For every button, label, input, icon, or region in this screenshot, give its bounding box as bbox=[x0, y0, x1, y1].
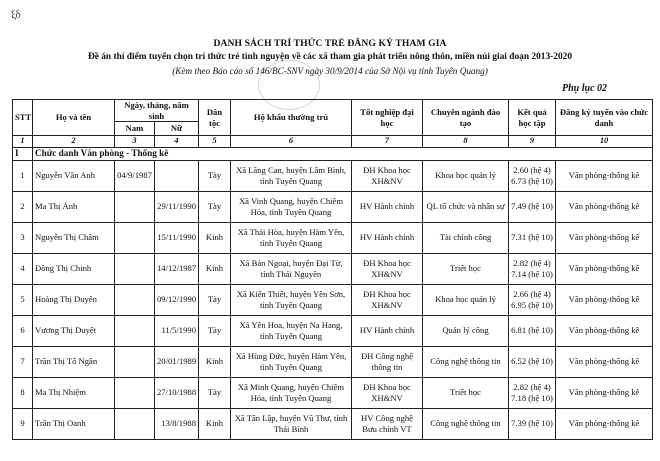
cell-dob-female: 09/12/1990 bbox=[155, 284, 199, 315]
cell-dob-male bbox=[115, 408, 155, 439]
cell-name: Nguyễn Thị Châm bbox=[33, 222, 115, 253]
table-row bbox=[13, 315, 653, 346]
cell-dob-male: 04/9/1987 bbox=[115, 160, 155, 191]
index-cell: 3 bbox=[115, 136, 155, 148]
cell-name: Ma Thị Ánh bbox=[33, 191, 115, 222]
table-row bbox=[13, 346, 653, 377]
cell-major: Tài chính công bbox=[423, 222, 509, 253]
cell-major: Quản lý công bbox=[423, 315, 509, 346]
cell-major: Khoa học quản lý bbox=[423, 160, 509, 191]
cell-residence: Xã Tân Lập, huyện Vũ Thư, tỉnh Thái Bình bbox=[231, 408, 352, 439]
index-cell: 4 bbox=[155, 136, 199, 148]
cell-result: 6.52 (hệ 10) bbox=[509, 346, 556, 377]
table-row bbox=[13, 284, 653, 315]
cell-result: 7.39 (hệ 10) bbox=[509, 408, 556, 439]
cell-residence: Xã Vinh Quang, huyện Chiêm Hóa, tỉnh Tuyên Quang bbox=[231, 191, 352, 222]
table-row bbox=[13, 377, 653, 408]
cell-position: Văn phòng-thống kê bbox=[556, 408, 653, 439]
cell-name: Trần Thị Tố Ngân bbox=[33, 346, 115, 377]
cell-ethnicity: Tày bbox=[199, 284, 231, 315]
cell-major: QL tổ chức và nhân sự bbox=[423, 191, 509, 222]
cell-residence: Xã Minh Quang, huyện Chiêm Hóa, tỉnh Tuyên Quang bbox=[231, 377, 352, 408]
header-name: Họ và tên bbox=[33, 100, 115, 136]
cell-stt: 1 bbox=[13, 160, 33, 191]
cell-ethnicity: Kinh bbox=[199, 222, 231, 253]
document-title: DANH SÁCH TRÍ THỨC TRẺ ĐĂNG KÝ THAM GIA bbox=[213, 38, 447, 49]
cell-dob-female: 11/5/1990 bbox=[155, 315, 199, 346]
cell-stt: 5 bbox=[13, 284, 33, 315]
cell-residence: Xã Lăng Can, huyện Lâm Bình, tỉnh Tuyên Quang bbox=[231, 160, 352, 191]
cell-ethnicity: Kinh bbox=[199, 346, 231, 377]
cell-result: 2.82 (hệ 4) 7.18 (hệ 10) bbox=[509, 377, 556, 408]
cell-university: HV Hành chính bbox=[352, 222, 423, 253]
cell-residence: Xã Yên Hoa, huyện Na Hang, tỉnh Tuyên Quang bbox=[231, 315, 352, 346]
index-cell: 6 bbox=[231, 136, 352, 148]
section-label: Chức danh Văn phòng - Thống kê bbox=[33, 147, 653, 160]
cell-university: ĐH Công nghệ thông tin bbox=[352, 346, 423, 377]
cell-dob-male bbox=[115, 191, 155, 222]
cell-ethnicity: Tày bbox=[199, 160, 231, 191]
cell-dob-female: 29/11/1990 bbox=[155, 191, 199, 222]
cell-major: Khoa học quản lý bbox=[423, 284, 509, 315]
cell-name: Nguyễn Văn Anh bbox=[33, 160, 115, 191]
cell-residence: Xã Hùng Đức, huyện Hàm Yên, tỉnh Tuyên Quang bbox=[231, 346, 352, 377]
header-result: Kết quả học tập bbox=[509, 100, 556, 136]
candidate-table bbox=[12, 99, 653, 440]
cell-dob-female: 13/8/1988 bbox=[155, 408, 199, 439]
index-cell: 10 bbox=[556, 136, 653, 148]
cell-stt: 3 bbox=[13, 222, 33, 253]
cell-major: Công nghệ thông tin bbox=[423, 346, 509, 377]
cell-university: HV Hành chính bbox=[352, 315, 423, 346]
cell-position: Văn phòng-thống kê bbox=[556, 315, 653, 346]
cell-ethnicity: Kinh bbox=[199, 408, 231, 439]
document-note: (Kèm theo Báo cáo số 146/BC-SNV ngày 30/9/2014 của Sở Nội vụ tỉnh Tuyên Quang) bbox=[172, 66, 488, 76]
cell-stt: 2 bbox=[13, 191, 33, 222]
cell-ethnicity: Tày bbox=[199, 191, 231, 222]
cell-university: HV Hành chính bbox=[352, 191, 423, 222]
cell-dob-female: 15/11/1990 bbox=[155, 222, 199, 253]
header-male: Nam bbox=[115, 122, 155, 136]
cell-residence: Xã Bản Ngoại, huyện Đại Từ, tỉnh Thái Nguyên bbox=[231, 253, 352, 284]
table-row bbox=[13, 222, 653, 253]
cell-result: 2.66 (hệ 4) 6.95 (hệ 10) bbox=[509, 284, 556, 315]
cell-position: Văn phòng-thống kê bbox=[556, 160, 653, 191]
cell-university: HV Công nghệ Bưu chính VT bbox=[352, 408, 423, 439]
header-major: Chuyên ngành đào tạo bbox=[423, 100, 509, 136]
header-residence: Hộ khẩu thường trú bbox=[231, 100, 352, 136]
cell-stt: 6 bbox=[13, 315, 33, 346]
index-cell: 2 bbox=[33, 136, 115, 148]
header-position: Đăng ký tuyển vào chức danh bbox=[556, 100, 653, 136]
cell-university: ĐH Khoa học XH&NV bbox=[352, 253, 423, 284]
cell-ethnicity: Kinh bbox=[199, 253, 231, 284]
header-university: Tốt nghiệp đại học bbox=[352, 100, 423, 136]
cell-stt: 4 bbox=[13, 253, 33, 284]
section-row bbox=[13, 147, 653, 160]
cell-ethnicity: Tày bbox=[199, 377, 231, 408]
cell-major: Triết học bbox=[423, 253, 509, 284]
index-cell: 7 bbox=[352, 136, 423, 148]
index-cell: 1 bbox=[13, 136, 33, 148]
cell-name: Hoàng Thị Duyên bbox=[33, 284, 115, 315]
cell-stt: 7 bbox=[13, 346, 33, 377]
header-female: Nữ bbox=[155, 122, 199, 136]
cell-result: 2.82 (hệ 4) 7.14 (hệ 10) bbox=[509, 253, 556, 284]
index-cell: 9 bbox=[509, 136, 556, 148]
cell-major: Công nghệ thông tin bbox=[423, 408, 509, 439]
table-row bbox=[13, 408, 653, 439]
cell-dob-male bbox=[115, 377, 155, 408]
cell-position: Văn phòng-thống kê bbox=[556, 377, 653, 408]
cell-dob-female: 20/01/1989 bbox=[155, 346, 199, 377]
appendix-label: Phụ lục 02 bbox=[562, 83, 608, 94]
cell-ethnicity: Tày bbox=[199, 315, 231, 346]
index-cell: 8 bbox=[423, 136, 509, 148]
cell-university: ĐH Khoa học XH&NV bbox=[352, 160, 423, 191]
table-row bbox=[13, 253, 653, 284]
cell-dob-male bbox=[115, 222, 155, 253]
cell-stt: 9 bbox=[13, 408, 33, 439]
cell-university: ĐH Khoa học XH&NV bbox=[352, 284, 423, 315]
cell-result: 7.31 (hệ 10) bbox=[509, 222, 556, 253]
cell-residence: Xã Kiến Thiết, huyện Yên Sơn, tỉnh Tuyên Quang bbox=[231, 284, 352, 315]
cell-dob-male bbox=[115, 346, 155, 377]
document-subtitle: Đề án thí điểm tuyển chọn trí thức trẻ tình nguyện về các xã tham gia phát triển nông thôn, miền núi giai đoạn 2013-2020 bbox=[87, 52, 573, 62]
column-index-row bbox=[13, 136, 653, 148]
cell-stt: 8 bbox=[13, 377, 33, 408]
cell-position: Văn phòng-thống kê bbox=[556, 284, 653, 315]
cell-position: Văn phòng-thống kê bbox=[556, 222, 653, 253]
header-ethnicity: Dân tộc bbox=[199, 100, 231, 136]
cell-dob-male bbox=[115, 284, 155, 315]
table-row bbox=[13, 191, 653, 222]
cell-result: 7.49 (hệ 10) bbox=[509, 191, 556, 222]
cell-university: ĐH Khoa học XH&NV bbox=[352, 377, 423, 408]
cell-position: Văn phòng-thống kê bbox=[556, 191, 653, 222]
corner-mark: ξδ bbox=[10, 8, 22, 22]
cell-major: Triết học bbox=[423, 377, 509, 408]
cell-position: Văn phòng-thống kê bbox=[556, 253, 653, 284]
cell-name: Đồng Thị Chinh bbox=[33, 253, 115, 284]
index-cell: 5 bbox=[199, 136, 231, 148]
cell-name: Vương Thị Duyệt bbox=[33, 315, 115, 346]
cell-dob-female: 27/10/1988 bbox=[155, 377, 199, 408]
header-stt: STT bbox=[13, 100, 33, 136]
cell-dob-female: 14/12/1987 bbox=[155, 253, 199, 284]
cell-residence: Xã Thái Hòa, huyện Hàm Yên, tỉnh Tuyên Quang bbox=[231, 222, 352, 253]
cell-name: Ma Thị Nhiệm bbox=[33, 377, 115, 408]
cell-dob-female bbox=[155, 160, 199, 191]
cell-position: Văn phòng-thống kê bbox=[556, 346, 653, 377]
header-dob: Ngày, tháng, năm sinh bbox=[115, 100, 199, 122]
section-roman: I bbox=[13, 147, 33, 160]
cell-dob-male bbox=[115, 253, 155, 284]
cell-result: 6.81 (hệ 10) bbox=[509, 315, 556, 346]
cell-dob-male bbox=[115, 315, 155, 346]
cell-result: 2.60 (hệ 4) 6.73 (hệ 10) bbox=[509, 160, 556, 191]
table-row bbox=[13, 160, 653, 191]
cell-name: Trần Thị Oanh bbox=[33, 408, 115, 439]
